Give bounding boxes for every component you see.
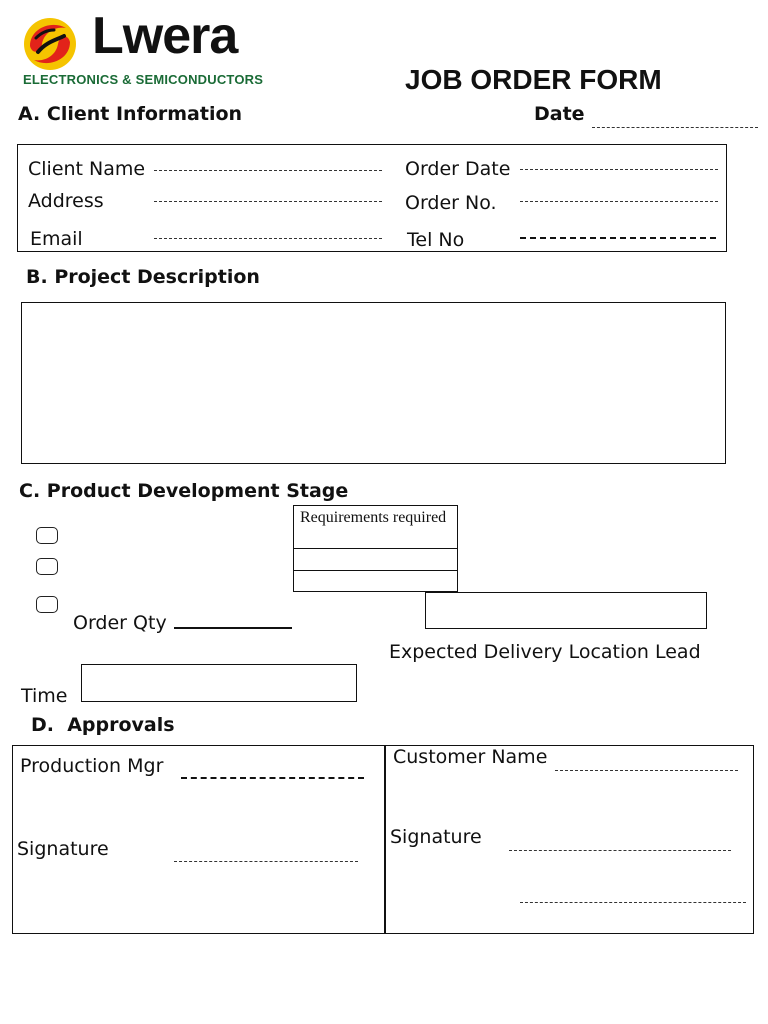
signature-left-field[interactable] — [174, 861, 358, 862]
brand-logo — [20, 7, 300, 92]
lwera-swirl-logo-icon — [22, 16, 78, 72]
address-label: Address — [28, 190, 104, 212]
stage-checkbox-2[interactable] — [36, 558, 58, 575]
stage-checkbox-1[interactable] — [36, 527, 58, 544]
project-description-box[interactable] — [21, 302, 726, 464]
brand-tagline: ELECTRONICS & SEMICONDUCTORS — [23, 72, 264, 87]
section-a-title: A. Client Information — [18, 103, 243, 125]
expected-delivery-label: Expected Delivery Location Lead — [389, 641, 701, 663]
order-date-field[interactable] — [520, 169, 718, 170]
email-label: Email — [30, 228, 83, 250]
order-qty-field[interactable] — [174, 627, 292, 629]
expected-delivery-box[interactable] — [425, 592, 707, 629]
requirements-row-2[interactable] — [293, 570, 458, 592]
requirements-table — [293, 505, 458, 592]
client-name-field[interactable] — [154, 170, 382, 171]
requirements-header: Requirements required — [300, 509, 447, 526]
customer-name-field[interactable] — [555, 770, 738, 771]
approvals-divider — [384, 745, 386, 934]
client-name-label: Client Name — [28, 158, 146, 180]
order-qty-label: Order Qty — [73, 612, 167, 634]
date-field[interactable] — [592, 127, 758, 128]
order-no-label: Order No. — [405, 192, 497, 214]
stage-checkbox-3[interactable] — [36, 596, 58, 613]
email-field[interactable] — [154, 238, 382, 239]
extra-right-field[interactable] — [520, 902, 746, 903]
tel-no-field[interactable] — [520, 237, 716, 239]
section-b-title: B. Project Description — [26, 266, 260, 288]
lead-time-box[interactable] — [81, 664, 357, 702]
brand-name: Lwera — [92, 7, 238, 65]
tel-no-label: Tel No — [407, 229, 465, 251]
customer-name-label: Customer Name — [393, 746, 548, 768]
date-label: Date — [534, 103, 585, 125]
requirements-header-cell — [293, 505, 458, 549]
form-title: JOB ORDER FORM — [405, 64, 662, 95]
signature-right-label: Signature — [390, 826, 482, 848]
requirements-row-1[interactable] — [293, 548, 458, 571]
address-field[interactable] — [154, 201, 382, 202]
section-d-title: D. Approvals — [31, 714, 175, 736]
order-no-field[interactable] — [520, 201, 718, 202]
production-mgr-field[interactable] — [181, 777, 364, 779]
signature-left-label: Signature — [17, 838, 109, 860]
production-mgr-label: Production Mgr — [20, 755, 164, 777]
time-label: Time — [21, 685, 68, 707]
section-c-title: C. Product Development Stage — [19, 480, 349, 502]
order-date-label: Order Date — [405, 158, 511, 180]
signature-right-field[interactable] — [509, 850, 731, 851]
